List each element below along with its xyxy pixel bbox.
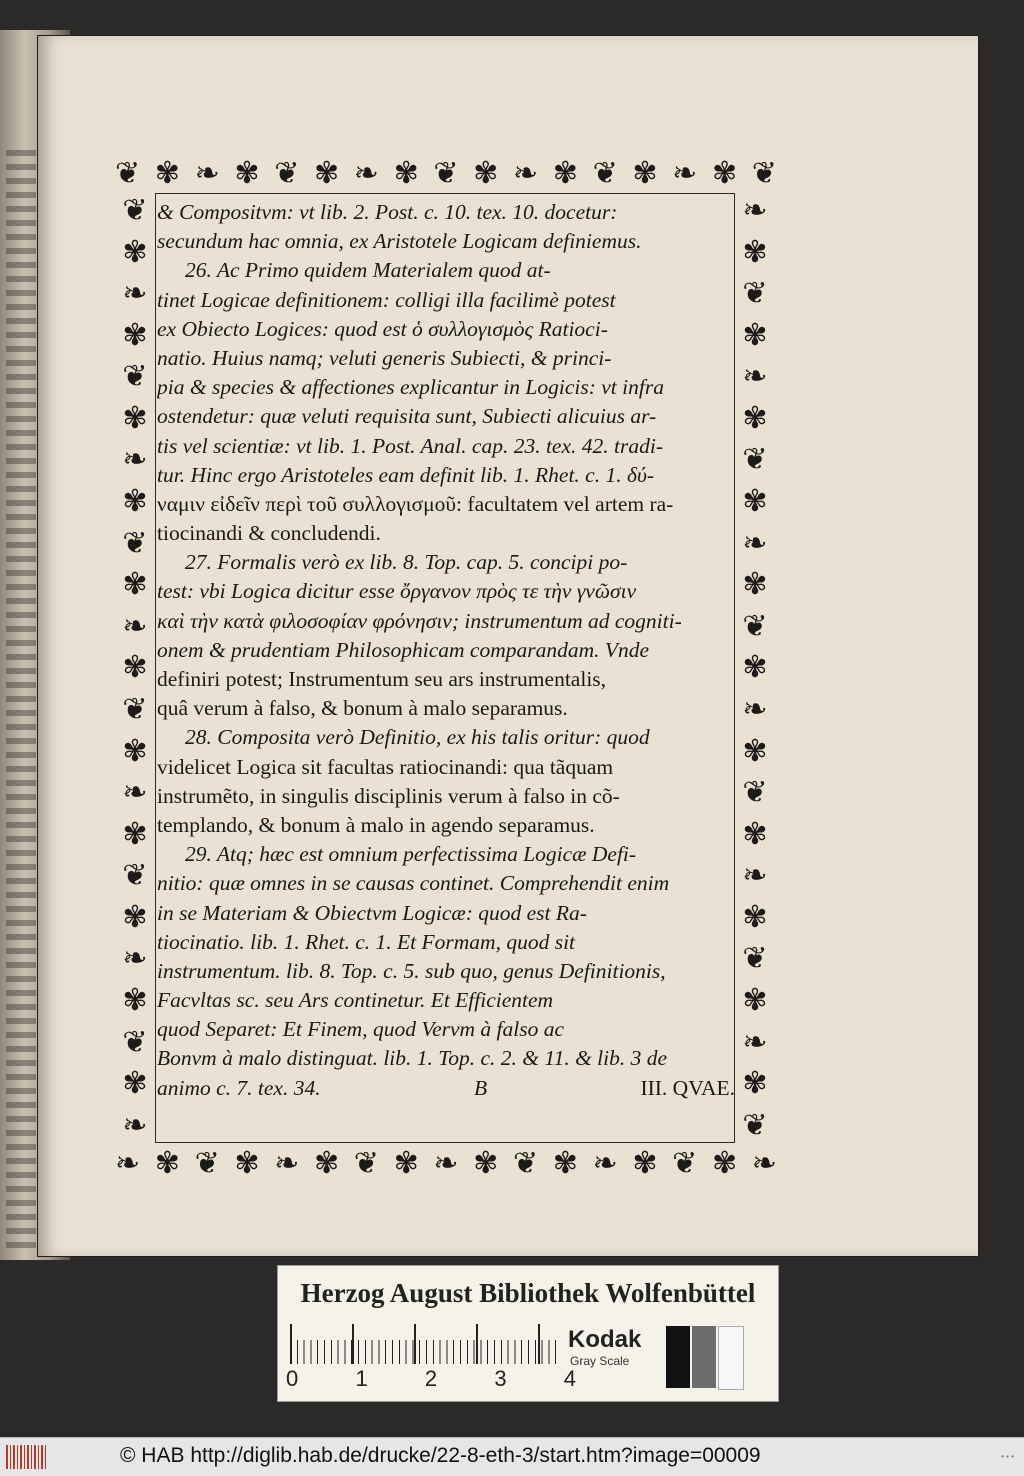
text-line: quod Separet: Et Finem, quod Vervm à falso ac <box>157 1017 565 1042</box>
catchword: III. QVAE. <box>640 1075 735 1100</box>
signature-mark: B <box>473 1075 488 1100</box>
ruler-number: 3 <box>494 1366 507 1391</box>
text-line: tiocinatio. lib. 1. Rhet. c. 1. Et Formam, quod sit <box>157 929 576 954</box>
text-line: test: vbi Logica dicitur esse ὄργανον πρὸς τε τὴν γνῶσιν <box>157 579 637 604</box>
text-line: videlicet Logica sit facultas ratiocinandi: qua tãquam <box>157 754 614 779</box>
text-line: instrumẽto, in singulis disciplinis verum à falso in cõ- <box>157 783 620 808</box>
ornamental-border-bottom: ❧ ✾ ❦ ✾ ❧ ✾ ❦ ✾ ❧ ✾ ❦ ✾ ❧ ✾ ❦ ✾ ❧ <box>115 1145 775 1181</box>
text-line: nitio: quæ omnes in se causas continet. Comprehendit enim <box>157 871 670 896</box>
text-line: Facvltas sc. seu Ars continetur. Et Efficientem <box>157 988 554 1013</box>
text-line: ex Obiecto Logices: quod est ὁ συλλογισμὸς Ratioci- <box>157 316 608 341</box>
ruler-number: 2 <box>424 1366 438 1391</box>
text-line: 28. Composita verò Definitio, ex his talis oritur: quod <box>185 725 650 750</box>
swatch-gray <box>692 1326 716 1388</box>
page-foot-line <box>157 1074 735 1103</box>
kodak-brand: Kodak <box>568 1326 642 1353</box>
ornamental-border-top: ❦ ✾ ❧ ✾ ❦ ✾ ❧ ✾ ❦ ✾ ❧ ✾ ❦ ✾ ❧ ✾ ❦ <box>115 155 775 191</box>
text-line: Bonvm à malo distinguat. lib. 1. Top. c. 2. & 11. & lib. 3 de <box>157 1046 668 1071</box>
text-line: & Compositvm: vt lib. 2. Post. c. 10. tex. 10. docetur: <box>157 200 618 224</box>
ruler-number: 1 <box>355 1366 368 1391</box>
menu-dots-icon[interactable]: • • • <box>1001 1452 1014 1461</box>
hab-barcode-icon <box>6 1445 48 1469</box>
text-line: definiri potest; Instrumentum seu ars instrumentalis, <box>157 667 607 691</box>
text-line: instrumentum. lib. 8. Top. c. 5. sub quo, genus Definitionis, <box>157 958 666 983</box>
last-line-text: animo c. 7. tex. 34. <box>157 1075 321 1100</box>
left-leaf-text <box>6 150 36 1250</box>
text-line: tur. Hinc ergo Aristoteles eam definit lib. 1. Rhet. c. 1. δύ- <box>157 462 654 487</box>
gray-scale-text: Gray Scale <box>570 1354 630 1368</box>
text-line: onem & prudentiam Philosophicam comparandam. Vnde <box>157 637 650 662</box>
ruler-number: 0 <box>286 1366 299 1391</box>
text-line: quâ verum à falso, & bonum à malo separamus. <box>157 696 568 721</box>
text-line: ναμιν εἰδεῖν περὶ τοῦ συλλογισμοῦ: facultatem vel artem ra- <box>157 491 674 516</box>
copyright-link[interactable]: © HAB http://diglib.hab.de/drucke/22-8-eth-3/start.htm?image=00009 <box>120 1444 761 1467</box>
page-text <box>157 198 735 1103</box>
footer-bar <box>0 1437 1024 1476</box>
swatch-white <box>718 1326 744 1390</box>
text-line: templando, & bonum à malo in agendo separamus. <box>157 812 595 837</box>
text-line: 27. Formalis verò ex lib. 8. Top. cap. 5. concipi po- <box>185 550 628 575</box>
ornamental-border-right: ❧ ✾ ❦ ✾ ❧ ✾ ❦ ✾ ❧ ✾ ❦ ✾ ❧ ✾ ❦ ✾ ❧ ✾ ❦ ✾ ❧ ✾ ❦ <box>742 193 768 1143</box>
text-line: secundum hac omnia, ex Aristotele Logicam definiemus. <box>157 229 642 254</box>
ornamental-border-left: ❦ ✾ ❧ ✾ ❦ ✾ ❧ ✾ ❦ ✾ ❧ ✾ ❦ ✾ ❧ ✾ ❦ ✾ ❧ ✾ ❦ ✾ ❧ <box>122 193 148 1143</box>
text-line: 26. Ac Primo quidem Materialem quod at- <box>185 258 551 283</box>
text-line: in se Materiam & Obiectvm Logicæ: quod est Ra- <box>157 900 587 925</box>
text-line: καὶ τὴν κατὰ φιλοσοφίαν φρόνησιν; instrumentum ad cogniti- <box>157 608 682 633</box>
swatch-black <box>666 1326 690 1388</box>
text-line: 29. Atq; hæc est omnium perfectissima Logicæ Defi- <box>185 842 637 867</box>
text-line: ostendetur: quæ veluti requisita sunt, Subiecti alicuius ar- <box>157 404 657 429</box>
library-title: Herzog August Bibliothek Wolfenbüttel <box>300 1278 756 1308</box>
ruler-numbers <box>286 1366 576 1392</box>
ruler-major-ticks <box>290 1324 562 1364</box>
ruler-number: 4 <box>563 1366 576 1391</box>
text-line: pia & species & affectiones explicantur in Logicis: vt infra <box>157 375 664 400</box>
library-label <box>277 1265 779 1402</box>
text-line: tis vel scientiæ: vt lib. 1. Post. Anal. cap. 23. tex. 42. tradi- <box>157 433 663 458</box>
text-line: natio. Huius namq; veluti generis Subiecti, & princi- <box>157 345 612 370</box>
text-line: tiocinandi & concludendi. <box>157 521 381 546</box>
text-line: tinet Logicae definitionem: colligi illa facilimè potest <box>157 287 616 312</box>
